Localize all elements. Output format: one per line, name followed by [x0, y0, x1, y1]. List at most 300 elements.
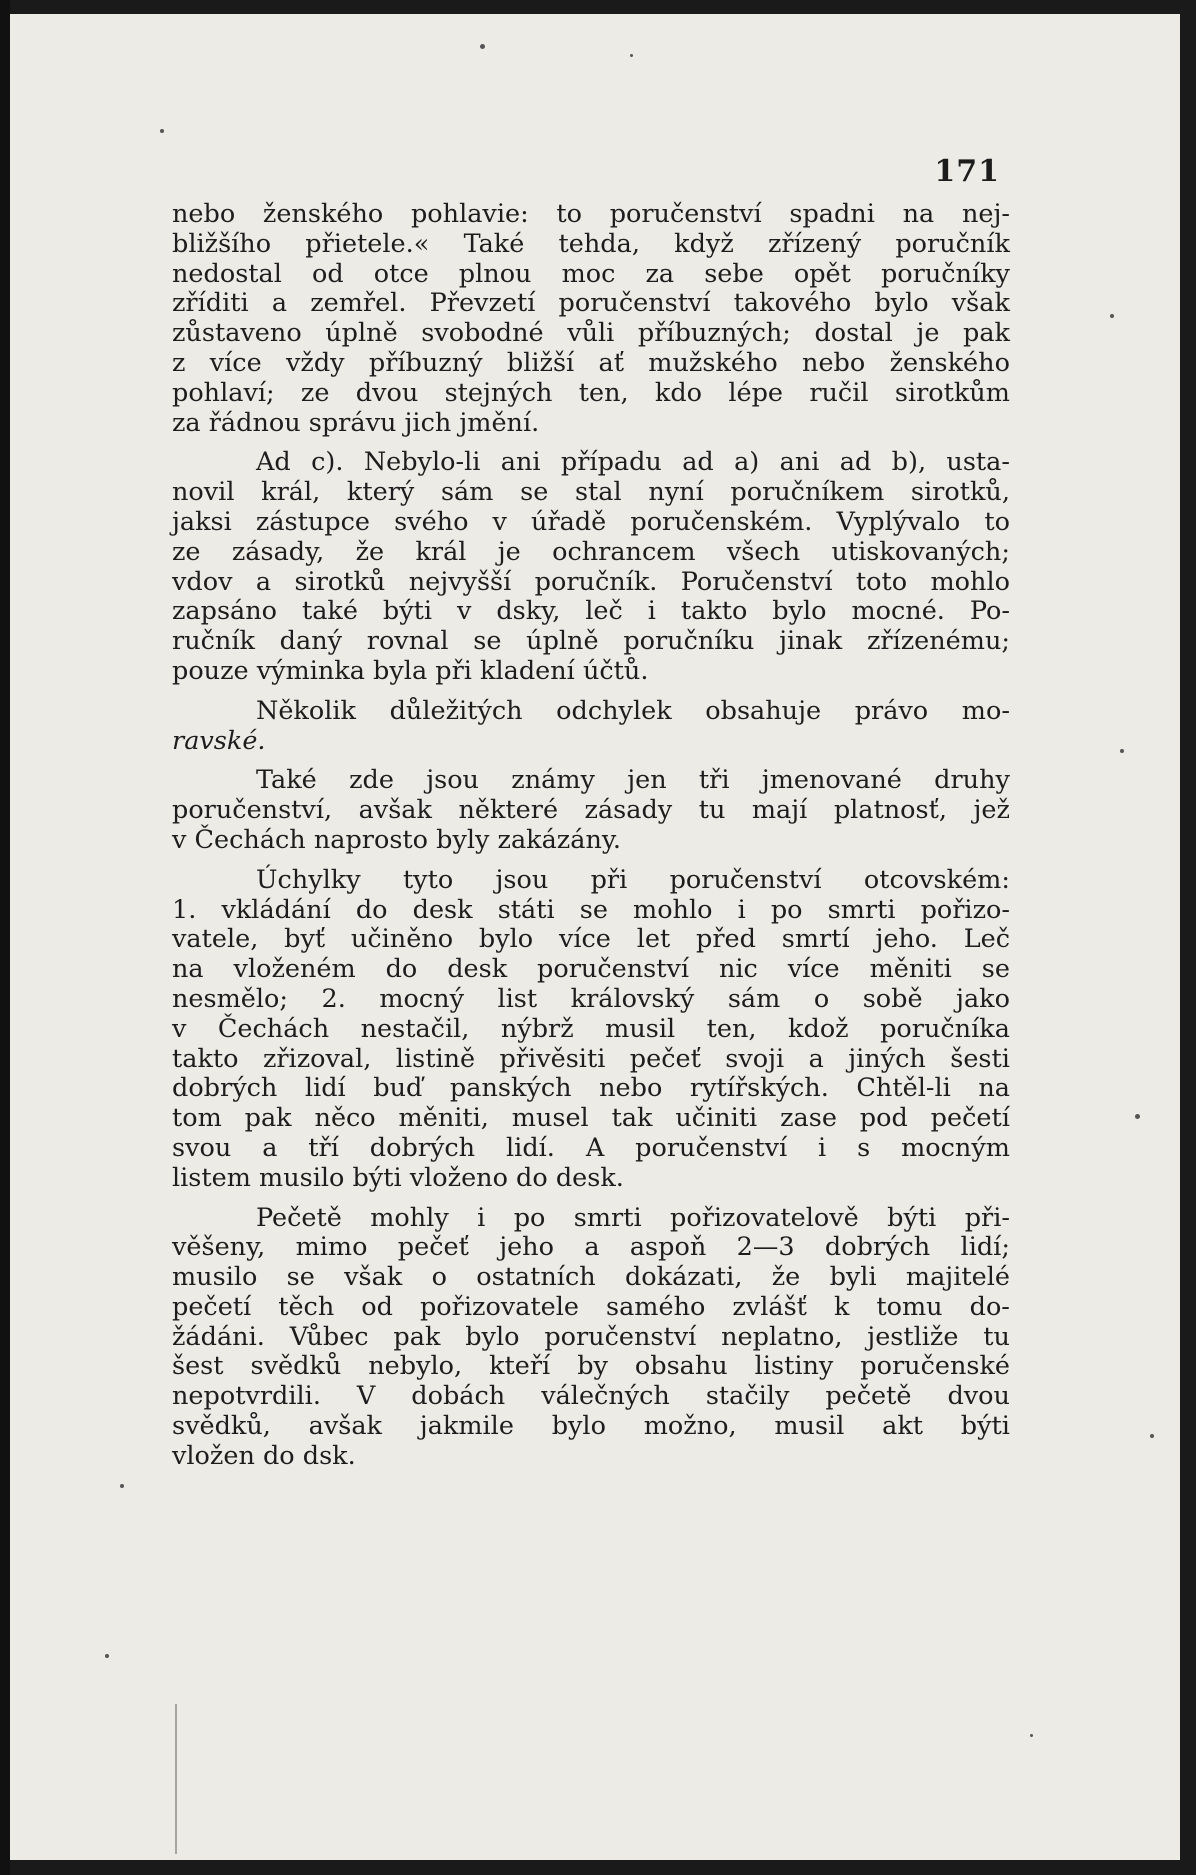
word: poručenské [860, 1351, 1010, 1382]
word: kdož [788, 1013, 849, 1044]
word: případu [560, 447, 662, 478]
word: bylo [478, 924, 534, 955]
word: listině [395, 1043, 476, 1074]
word: vkládání [221, 894, 331, 925]
word: nedostal [172, 258, 282, 289]
word: po [513, 1202, 546, 1233]
word: do- [969, 1291, 1010, 1322]
word: se [579, 894, 608, 925]
text-line [172, 896, 1010, 926]
word: sirotkům [894, 377, 1010, 408]
word: pečetě [825, 1381, 912, 1412]
word: pečeť [397, 1232, 469, 1263]
word: jeho. [875, 924, 938, 955]
word: plnou [458, 258, 532, 289]
dust-speck [160, 129, 164, 133]
word: svobodné [421, 318, 544, 349]
word: svého [394, 506, 469, 537]
word: zemřel. [310, 288, 407, 319]
word: pohlavie: [410, 199, 529, 229]
word: rytířských. [689, 1073, 829, 1104]
word: Poručenství [680, 566, 833, 597]
word: ani [779, 447, 820, 478]
word: ochrancem [552, 536, 696, 567]
text-run [172, 260, 1010, 290]
word: smrtí [781, 924, 850, 955]
word: svou [172, 1132, 232, 1163]
word: poručenství, [172, 795, 333, 826]
word: je [916, 318, 940, 349]
word: tehda, [558, 228, 640, 259]
word: při- [964, 1202, 1010, 1233]
dust-speck [480, 44, 485, 49]
text-run [172, 319, 1010, 349]
word: musilo [172, 1262, 258, 1293]
word: a [271, 288, 288, 319]
word: musel [511, 1103, 589, 1134]
text-run [172, 478, 1010, 508]
word: nepotvrdili. [172, 1381, 321, 1412]
text-line [172, 866, 1010, 896]
word: také [301, 596, 358, 627]
word: otcovském: [863, 864, 1010, 895]
word: poručenství [558, 288, 711, 319]
word: poručenství [544, 1321, 697, 1352]
word: akt [882, 1411, 924, 1442]
text-run [172, 538, 1010, 568]
word: Čechách [217, 1013, 330, 1044]
word: žádáni. [172, 1321, 265, 1352]
word: Úchylky [256, 864, 361, 895]
word: dobách [411, 1381, 506, 1412]
word: tom [172, 1103, 222, 1134]
word: ad [682, 447, 714, 478]
text-line [172, 349, 1010, 379]
word: A [585, 1132, 605, 1163]
word: tu [698, 795, 726, 826]
word: některé [458, 795, 559, 826]
text-run [172, 230, 1010, 260]
word: učiněno [350, 924, 454, 955]
word: mocným [901, 1132, 1010, 1163]
word: lidí. [506, 1132, 555, 1163]
word: listiny [754, 1351, 834, 1382]
text-line [172, 955, 1010, 985]
dust-speck [120, 1484, 124, 1488]
word: zástupce [255, 506, 370, 537]
word: nej- [961, 199, 1010, 229]
word: spadni [789, 199, 875, 229]
word: dobrých [824, 1232, 931, 1263]
word: kdo [654, 377, 703, 408]
word: i [737, 894, 746, 925]
word: mocné. [851, 596, 945, 627]
word: majitelé [905, 1262, 1010, 1293]
word: zde [349, 765, 394, 796]
word: dvou [355, 377, 419, 408]
text-line [172, 1233, 1010, 1263]
word: dsky, [496, 596, 561, 627]
text-line [172, 1164, 1010, 1194]
word: platnosť, [833, 795, 947, 826]
word: a [808, 1043, 824, 1074]
text-run [172, 508, 1010, 538]
word: vdov [172, 566, 233, 597]
word: takto [680, 596, 748, 627]
text-line [172, 508, 1010, 538]
word: tu [983, 1321, 1010, 1352]
word: jen [627, 765, 667, 796]
word: jestliže [867, 1321, 959, 1352]
text-line [172, 379, 1010, 409]
text-line [172, 1352, 1010, 1382]
word: 2—3 [736, 1232, 795, 1263]
word: a [584, 1232, 600, 1263]
word: ze [172, 536, 201, 567]
text-line [172, 1382, 1010, 1412]
word: možno, [643, 1411, 737, 1442]
text-run [172, 379, 1010, 409]
word: do [355, 894, 388, 925]
word: let [636, 924, 671, 955]
word: dostal [814, 318, 893, 349]
word: 2. [321, 983, 346, 1014]
word: toto [855, 566, 908, 597]
word: že [771, 1262, 801, 1293]
word: pořizo- [920, 894, 1010, 925]
paragraph [172, 1204, 1010, 1472]
dust-speck [1120, 749, 1124, 753]
word: i [477, 1202, 486, 1233]
word: Pečetě [256, 1202, 342, 1233]
text-line [172, 826, 1010, 856]
text-run [172, 1293, 1010, 1323]
word: právo [854, 695, 929, 726]
word: i [818, 1132, 827, 1163]
word: mužského [648, 347, 778, 378]
word: ženského [262, 199, 384, 229]
word: ad [839, 447, 872, 478]
word: zapsáno [172, 596, 278, 627]
word: známy [511, 765, 595, 796]
word: c). [311, 447, 344, 478]
word: bylo [874, 288, 929, 319]
paragraph-gap [172, 1194, 1010, 1204]
word: zásady, [231, 536, 325, 567]
word: ten, [578, 377, 629, 408]
word: Také [463, 228, 525, 259]
text-run [172, 1382, 1010, 1412]
word: po [770, 894, 803, 925]
word: zříditi [172, 288, 249, 319]
word: s [857, 1132, 871, 1163]
text-run [256, 697, 1010, 727]
word: nic [718, 954, 758, 985]
text-run [172, 1015, 1010, 1045]
word: šest [172, 1351, 224, 1382]
word: býti [382, 596, 433, 627]
text-run [172, 289, 1010, 319]
text-line [172, 230, 1010, 260]
word: poručenství [609, 199, 762, 229]
word: Chtěl-li [856, 1073, 951, 1104]
dust-speck [1150, 1434, 1154, 1438]
word: příbuzných; [637, 318, 791, 349]
word: který [346, 477, 415, 508]
word: býti [887, 1202, 937, 1233]
word: pečetí [930, 1103, 1010, 1134]
word: pečetí [172, 1291, 252, 1322]
text-run [172, 1045, 1010, 1075]
text-run: vložen do dsk. [172, 1440, 356, 1471]
word: lidí [304, 1073, 346, 1104]
word: leč [585, 596, 623, 627]
word: poručenství [669, 864, 822, 895]
word: bylo [551, 1411, 606, 1442]
paragraph [172, 697, 1010, 757]
word: příbuzný [368, 347, 483, 378]
word: více [787, 954, 840, 985]
word: druhy [934, 765, 1010, 796]
word: 1. [172, 894, 197, 925]
word: věšeny, [172, 1232, 266, 1263]
word: byli [829, 1262, 877, 1293]
word: zase [780, 1103, 837, 1134]
word: samého [606, 1291, 706, 1322]
word: panských [449, 1073, 572, 1104]
word: utiskovaných; [831, 536, 1010, 567]
text-run [256, 866, 1010, 896]
word: to [556, 199, 582, 229]
word: svědků [250, 1351, 342, 1382]
word: musil [774, 1411, 845, 1442]
word: bylo [465, 1321, 520, 1352]
text-line [172, 1015, 1010, 1045]
text-line [172, 985, 1010, 1015]
word: nebo [172, 199, 236, 229]
text-run [256, 448, 1010, 478]
word: ručil [809, 377, 869, 408]
word: mimo [295, 1232, 368, 1263]
text-run [172, 1074, 1010, 1104]
text-line [172, 796, 1010, 826]
text-run: za řádnou správu jich jmění. [172, 407, 540, 438]
word: mohlo [633, 894, 713, 925]
word: obsahuje [705, 695, 822, 726]
word: tyto [402, 864, 454, 895]
word: se [473, 626, 502, 657]
word: nesmělo; [172, 983, 288, 1014]
word: poručníkem [730, 477, 885, 508]
word: zásady [584, 795, 673, 826]
word: přietele.« [305, 228, 430, 259]
word: smrti [573, 1202, 642, 1233]
word: novil [172, 477, 235, 508]
text-line [172, 1104, 1010, 1134]
word: pak [963, 318, 1010, 349]
word: daný [279, 626, 343, 657]
word: jako [956, 983, 1010, 1014]
word: však [951, 288, 1010, 319]
word: ručník [172, 626, 255, 657]
word: ze [300, 377, 330, 408]
word: nejvyšší [408, 566, 512, 597]
dust-speck [1110, 314, 1114, 318]
word: však [344, 1262, 403, 1293]
word: mají [751, 795, 808, 826]
word: vždy [286, 347, 345, 378]
page-number: 171 [934, 154, 1000, 189]
text-line [172, 1204, 1010, 1234]
word: jinak [779, 626, 843, 657]
word: sobě [862, 983, 923, 1014]
dust-speck [1030, 1734, 1033, 1737]
word: něco [314, 1103, 376, 1134]
text-run [172, 1352, 1010, 1382]
word: Vůbec [289, 1321, 369, 1352]
word: jmenované [761, 765, 902, 796]
word: avšak [358, 795, 432, 826]
paragraph [172, 866, 1010, 1194]
word: přivěsiti [499, 1043, 606, 1074]
word: pod [859, 1103, 908, 1134]
word: bylo [772, 596, 827, 627]
word: Převzetí [429, 288, 536, 319]
word: desk [447, 954, 508, 985]
text-line [172, 260, 1010, 290]
word: král [415, 536, 467, 567]
word: pohlaví; [172, 377, 275, 408]
word: jež [973, 795, 1010, 826]
word: zřízenému; [866, 626, 1010, 657]
word: o [813, 983, 830, 1014]
text-run [172, 597, 1010, 627]
text-run [172, 896, 1010, 926]
word: pořizovatele [419, 1291, 579, 1322]
word: dokázati, [624, 1262, 743, 1293]
word: neplatno, [721, 1321, 843, 1352]
word: a) [734, 447, 760, 478]
word: všech [726, 536, 801, 567]
word: stejných [444, 377, 553, 408]
text-run [172, 349, 1010, 379]
word: i [647, 596, 656, 627]
word: V [356, 1381, 376, 1412]
word: v [492, 506, 507, 537]
word: a [262, 1132, 278, 1163]
text-run [172, 985, 1010, 1015]
text-line [172, 1412, 1010, 1442]
word: odchylek [556, 695, 672, 726]
word: státi [497, 894, 555, 925]
paragraph [172, 200, 1010, 438]
word: desk [412, 894, 473, 925]
word: měniti, [398, 1103, 489, 1134]
word: Vyplývalo [836, 506, 961, 537]
word: k [833, 1291, 850, 1322]
word: jsou [495, 864, 549, 895]
word: jsou [426, 765, 479, 796]
word: na [902, 199, 935, 229]
word: avšak [308, 1411, 383, 1442]
word: Nebylo-li [363, 447, 481, 478]
word: bližší [506, 347, 575, 378]
text-line [172, 448, 1010, 478]
word: opět [793, 258, 851, 289]
word: jeho [499, 1232, 554, 1263]
word: svoji [725, 1043, 785, 1074]
word: zřízený [767, 228, 862, 259]
text-run: listem musilo býti vloženo do desk. [172, 1162, 624, 1193]
text-line [172, 1323, 1010, 1353]
word: učiniti [675, 1103, 758, 1134]
word: vůli [567, 318, 615, 349]
word: poručníku [623, 626, 755, 657]
word: na [172, 954, 204, 985]
word: nyní [648, 477, 704, 508]
word: úplně [526, 626, 599, 657]
page-scratch [175, 1704, 177, 1854]
text-line [172, 409, 1010, 439]
word: pak [393, 1321, 441, 1352]
word: při [590, 864, 628, 895]
word: lidí; [960, 1232, 1010, 1263]
word: stačily [705, 1381, 790, 1412]
word: takového [733, 288, 852, 319]
text-run [172, 925, 1010, 955]
word: ostatních [476, 1262, 596, 1293]
word: poručníka [880, 1013, 1010, 1044]
word: pak [244, 1103, 292, 1134]
word: buď [373, 1073, 423, 1104]
word: Ad [256, 447, 291, 478]
word: od [311, 258, 344, 289]
word: Leč [963, 924, 1010, 955]
word: se [981, 954, 1010, 985]
word: těch [278, 1291, 335, 1322]
word: lépe [728, 377, 784, 408]
word: pečeť [629, 1043, 701, 1074]
word: měniti [869, 954, 952, 985]
word: poručníky [880, 258, 1010, 289]
word: důležitých [389, 695, 523, 726]
word: je [497, 536, 521, 567]
word: moc [561, 258, 616, 289]
word: aspoň [629, 1232, 707, 1263]
word: svědků, [172, 1411, 271, 1442]
text-run [172, 1263, 1010, 1293]
word: sám [440, 477, 494, 508]
word: poručník [895, 228, 1010, 259]
word: více [209, 347, 262, 378]
paragraph [172, 448, 1010, 686]
word: zvlášť [732, 1291, 807, 1322]
text-run [256, 1204, 1010, 1234]
word: b), [891, 447, 927, 478]
text-run: pouze výminka byla při kladení účtů. [172, 655, 649, 686]
word: smrti [827, 894, 896, 925]
text-line [172, 627, 1010, 657]
word: stal [574, 477, 622, 508]
word: sebe [704, 258, 764, 289]
text-run [172, 627, 1010, 657]
word: úřadě [531, 506, 607, 537]
word: zřizoval, [262, 1043, 372, 1074]
text-line [172, 657, 1010, 687]
word: kteří [489, 1351, 551, 1382]
word: nýbrž [500, 1013, 574, 1044]
word: úplně [325, 318, 398, 349]
